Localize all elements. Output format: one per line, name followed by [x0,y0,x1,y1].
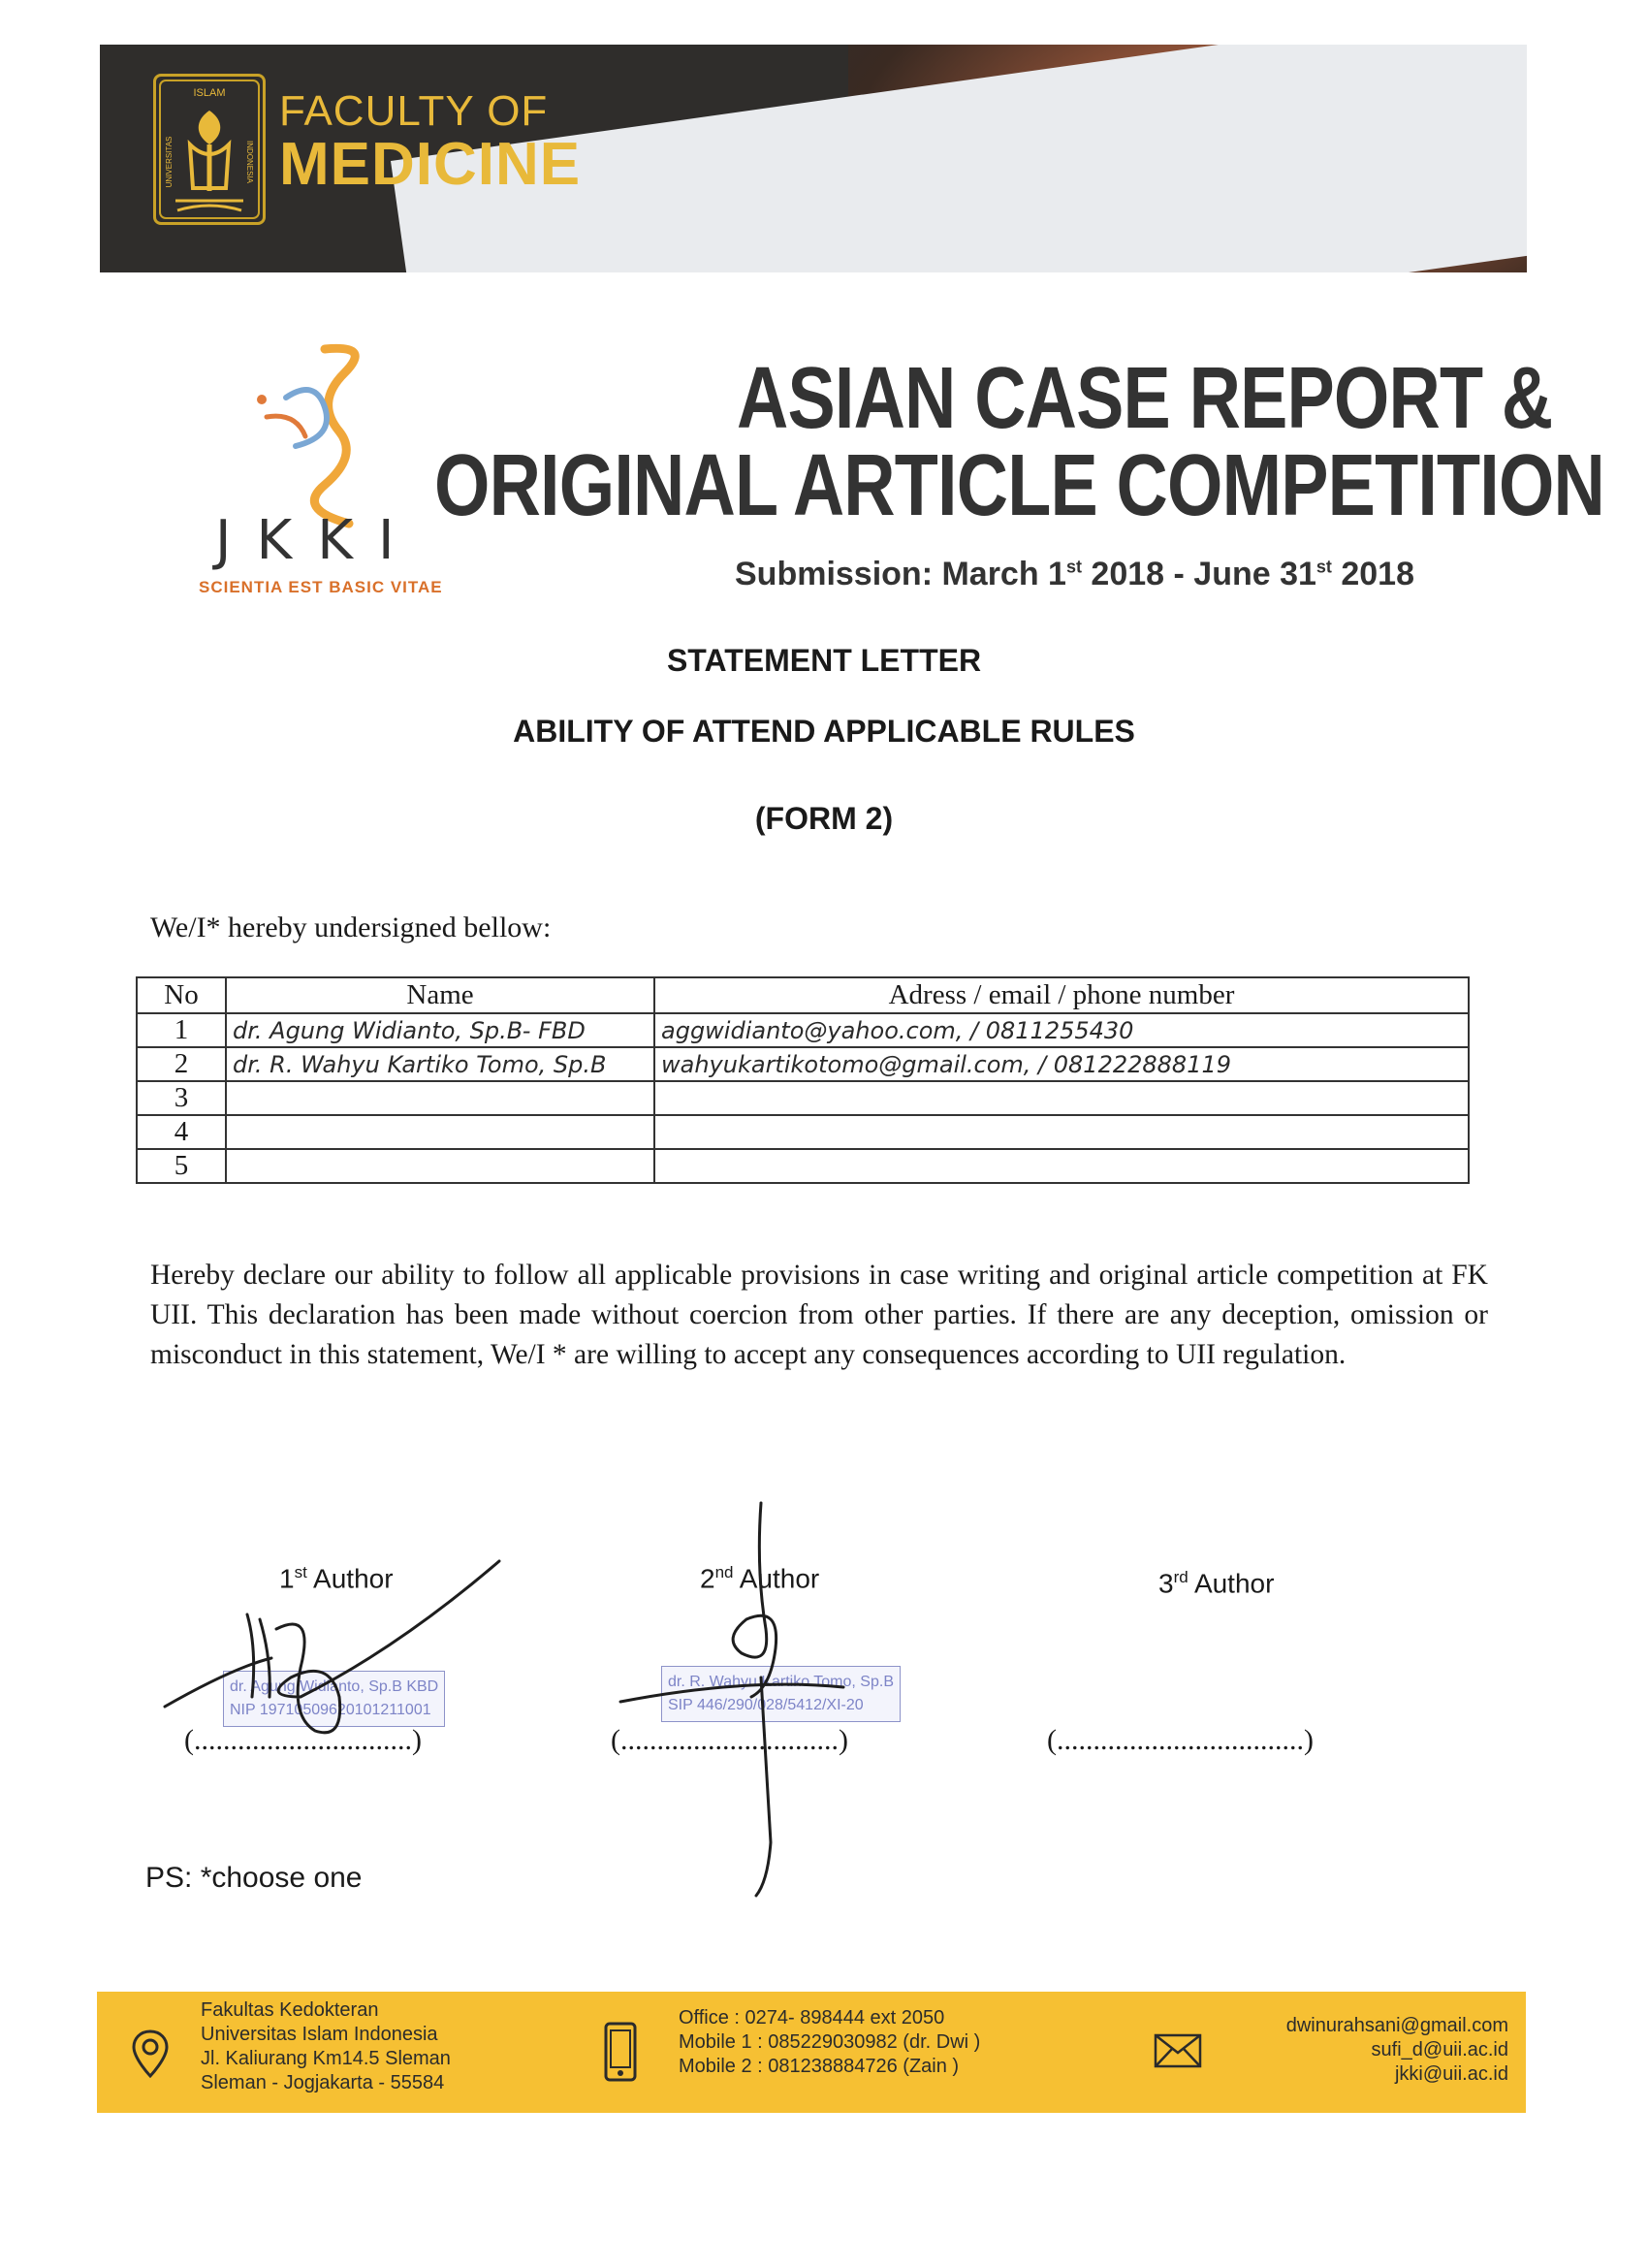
footer-bar [97,1992,1526,2113]
author-contact[interactable]: aggwidianto@yahoo.com, / 0811255430 [654,1013,1469,1047]
author2-signature-line[interactable]: (..............................) [611,1724,848,1756]
footer-emails: dwinurahsani@gmail.com sufi_d@uii.ac.id jkki@uii.ac.id [1285,2015,1508,2085]
jkki-name: JKKI [215,509,420,572]
table-header-row [137,977,1469,1013]
declaration-text: Hereby declare our ability to follow all applicable provisions in case writing and original article competition at FK UII. This declaration has been made without coercion from other parties. If there are any deception, omission or misconduct in this statement, We/I * are willing to accept any consequences according to UII regulation. [150,1260,1488,1370]
author2-signature [601,1493,921,1901]
col-name: Name [226,977,654,1013]
form-number: (FORM 2) [754,801,894,836]
form-subheading: ABILITY OF ATTEND APPLICABLE RULES [513,714,1135,749]
seal-text-right: INDONESIA [245,140,254,184]
table-row: 1 dr. Agung Widianto, Sp.B- FBD aggwidianto@yahoo.com, / 0811255430 [137,1013,1469,1047]
col-no: No [137,977,226,1013]
envelope-icon [1154,2033,1202,2068]
author-name[interactable] [226,1149,654,1183]
author3-signature-line[interactable]: (..................................) [1047,1724,1314,1756]
author1-label: 1st Author [279,1563,394,1594]
author-name[interactable] [226,1081,654,1115]
uii-seal-icon [153,74,266,225]
faculty-name: MEDICINE [279,131,582,198]
author-table [136,976,1470,1184]
author1-stamp: dr. Agung Widianto, Sp.B KBD NIP 19710509620101211001 [223,1671,445,1727]
table-row: 3 [137,1081,1469,1115]
author2-stamp: dr. R. Wahyu Kartiko Tomo, Sp.B SIP 446/290/028/5412/XI-20 [661,1666,901,1722]
author-name[interactable]: dr. R. Wahyu Kartiko Tomo, Sp.B [226,1047,654,1081]
location-pin-icon [131,2028,170,2079]
submission-dates: Submission: March 1st 2018 - June 31st 2018 [735,556,1415,592]
ps-note: PS: *choose one [145,1862,363,1894]
competition-title-line1: ASIAN CASE REPORT & [737,350,1553,447]
author-contact[interactable] [654,1115,1469,1149]
author2-label: 2nd Author [700,1563,820,1594]
author-name[interactable] [226,1115,654,1149]
table-row: 5 [137,1149,1469,1183]
intro-text: We/I* hereby undersigned bellow: [150,911,552,943]
author3-label: 3rd Author [1158,1568,1275,1599]
footer-phones: Office : 0274- 898444 ext 2050 Mobile 1 : 085229030982 (dr. Dwi ) Mobile 2 : 081238884726 (Zain ) [679,2007,981,2077]
author-name[interactable]: dr. Agung Widianto, Sp.B- FBD [226,1013,654,1047]
author1-signature-line[interactable]: (..............................) [184,1724,422,1756]
author-contact[interactable] [654,1081,1469,1115]
header-banner [100,45,1527,306]
jkki-motto: SCIENTIA EST BASIC VITAE [199,578,443,596]
competition-title-line2: ORIGINAL ARTICLE COMPETITION [434,437,1605,534]
author-contact[interactable] [654,1149,1469,1183]
author-contact[interactable]: wahyukartikotomo@gmail.com, / 081222888119 [654,1047,1469,1081]
seal-text-left: UNIVERSITAS [165,136,174,188]
col-contact: Adress / email / phone number [654,977,1469,1013]
footer-address: Fakultas Kedokteran Universitas Islam Indonesia Jl. Kaliurang Km14.5 Sleman Sleman - Jogjakarta - 55584 [201,1999,451,2093]
table-row: 4 [137,1115,1469,1149]
table-row: 2 dr. R. Wahyu Kartiko Tomo, Sp.B wahyukartikotomo@gmail.com, / 081222888119 [137,1047,1469,1081]
faculty-label: FACULTY OF [279,87,549,135]
seal-text-top: ISLAM [193,87,226,99]
form-heading: STATEMENT LETTER [666,643,982,678]
mobile-phone-icon [603,2021,638,2083]
